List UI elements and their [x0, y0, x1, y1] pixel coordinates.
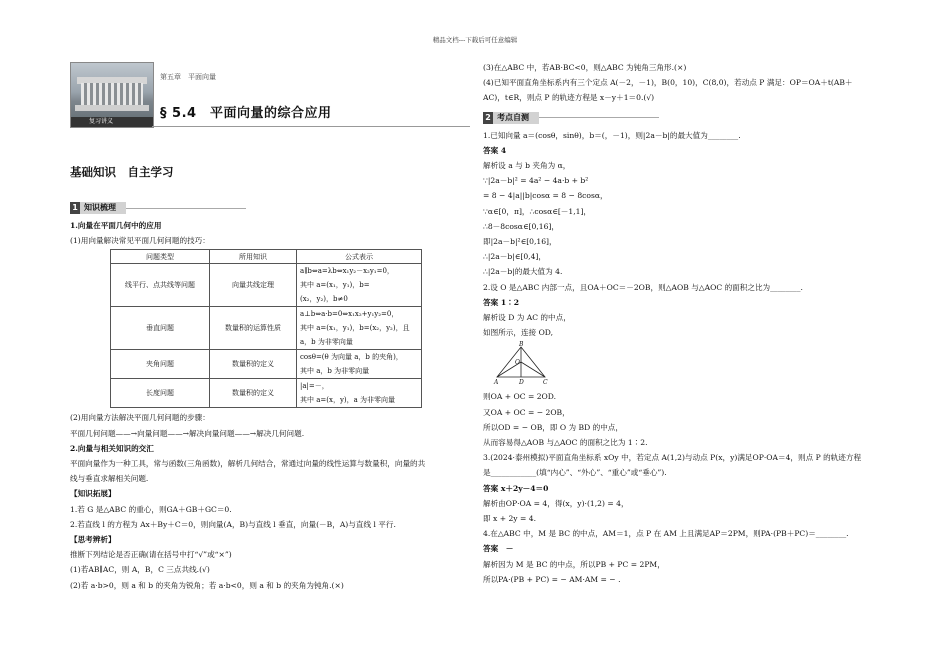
- subheading: 【知识拓展】: [70, 489, 116, 499]
- chapter-header: [70, 62, 470, 128]
- table-cell: 数量积的定义: [210, 379, 297, 408]
- question: 4.在△ABC 中，M 是 BC 的中点，AM＝1，点 P 在 AM 上且满足AP＝2PM，则PA·(PB＋PC)＝________.: [483, 529, 849, 539]
- table-cell: 向量共线定理: [210, 264, 297, 307]
- section-heading: § 5.4 平面向量的综合应用: [160, 106, 332, 121]
- solution-line: 解析设 D 为 AC 的中点，: [483, 313, 571, 323]
- table-cell: 垂直问题: [111, 307, 210, 350]
- right-column: [483, 63, 883, 587]
- solution-line: 从而容易得△AOB 与△AOC 的面积之比为 1∶2.: [483, 438, 648, 448]
- answer: 答案 4: [483, 145, 507, 155]
- table-header-row: [111, 250, 422, 264]
- subheading: 【思考辨析】: [70, 535, 116, 545]
- heading-2: 2.向量与相关知识的交汇: [70, 443, 154, 453]
- paragraph: 线与垂直求解相关问题.: [70, 474, 149, 484]
- formula-table: [110, 249, 422, 408]
- solution-line: 则OA + OC = 2OD.: [483, 392, 557, 402]
- bar-label: 知识梳理: [80, 202, 126, 214]
- question: 是____________(填“内心”、“外心”、“重心”或“垂心”).: [483, 468, 667, 478]
- solution-line: 如图所示，连接 OD,: [483, 328, 554, 338]
- table-cell: a∥b⇔a=λb⇔x₁y₂－x₂y₁=0， 其中 a=(x₁，y₁)，b= (x₂，y₂)，b≠0: [297, 264, 422, 307]
- paragraph: 2.若直线 l 的方程为 Ax＋By＋C＝0，则向量(A，B)与直线 l 垂直，向量(－B，A)与直线 l 平行.: [70, 519, 396, 529]
- solution-line: 解析由OP·OA = 4，得(x，y)·(1,2) = 4，: [483, 498, 629, 508]
- left-column: [70, 62, 470, 593]
- solution-line: 解析设 a 与 b 夹角为 α，: [483, 161, 571, 171]
- bar-number: 2: [483, 112, 493, 124]
- triangle-diagram: [491, 341, 551, 385]
- solution-line: ∵α∈[0，π]，∴cosα∈[－1,1]，: [483, 206, 592, 216]
- section-title: 基础知识 自主学习: [70, 165, 174, 179]
- solution-line: 所以OD = − OB，即 O 为 BD 的中点，: [483, 422, 623, 432]
- paragraph: (3)在△ABC 中，若AB·BC<0，则△ABC 为钝角三角形.(×): [483, 63, 687, 72]
- solution-line: 即 x + 2y = 4.: [483, 514, 537, 524]
- solution-line: 又OA + OC = − 2OB，: [483, 407, 570, 417]
- table-cell: 夹角问题: [111, 350, 210, 379]
- paragraph: 平面几何问题——→向量问题——→解决向量问题——→解决几何问题.: [70, 428, 305, 438]
- paragraph: 推断下列结论是否正确(请在括号中打“√”或“×”): [70, 550, 232, 560]
- table-row: [111, 379, 422, 408]
- table-row: [111, 264, 422, 307]
- solution-line: ∵|2a－b|² = 4a² − 4a·b + b²: [483, 176, 589, 186]
- table-header: 公式表示: [297, 250, 422, 264]
- table-cell: 长度问题: [111, 379, 210, 408]
- bar-label: 考点自测: [493, 112, 539, 124]
- question: 1.已知向量 a＝(cosθ，sinθ)，b＝(，－1)，则|2a－b|的最大值为________.: [483, 130, 741, 140]
- paragraph: 1.若 G 是△ABC 的重心，则GA＋GB＋GC＝0.: [70, 504, 232, 514]
- paragraph: (4)已知平面直角坐标系内有三个定点 A(－2，－1)，B(0，10)，C(8,0)，若动点 P 满足：OP＝OA＋t(AB＋: [483, 78, 853, 88]
- label-o: O: [515, 359, 520, 367]
- table-cell: a⊥b⇔a·b=0⇔x₁x₂+y₁y₂=0， 其中 a=(x₁，y₁)，b=(x₂，y₂)，且 a，b 为非零向量: [297, 307, 422, 350]
- question: 3.(2024·泰州模拟)平面直角坐标系 xOy 中，若定点 A(1,2)与动点 P(x，y)满足OP·OA＝4，则点 P 的轨迹方程: [483, 453, 862, 463]
- paragraph: 平面向量作为一种工具，常与函数(三角函数)，解析几何结合，常通过向量的线性运算与数量积，向量的共: [70, 459, 426, 469]
- solution-line: 即|2a－b|²∈[0,16]，: [483, 237, 557, 247]
- paragraph: AC)，t∈R，则点 P 的轨迹方程是 x－y＋1＝0.(√): [483, 93, 655, 103]
- photo-tag: 复习讲义: [71, 117, 153, 127]
- top-note: 精品文档---下载后可任意编辑: [432, 36, 518, 44]
- solution-line: 解析因为 M 是 BC 的中点，所以PB + PC = 2PM，: [483, 559, 665, 569]
- label-a: A: [494, 379, 499, 386]
- label-c: C: [543, 379, 548, 386]
- table-cell: 数量积的定义: [210, 350, 297, 379]
- paragraph: (2)若 a·b>0，则 a 和 b 的夹角为锐角；若 a·b<0，则 a 和 b 的夹角为钝角.(×): [70, 580, 344, 590]
- label-d: D: [519, 379, 524, 386]
- solution-line: ∴8－8cosα∈[0,16]，: [483, 221, 559, 231]
- self-test-bar: [483, 112, 883, 124]
- table-cell: 线平行、点共线等问题: [111, 264, 210, 307]
- solution-line: = 8 − 4|a||b|cosα = 8 − 8cosα，: [483, 191, 608, 201]
- table-header: 问题类型: [111, 250, 210, 264]
- bar-number: 1: [70, 202, 80, 214]
- knowledge-bar: [70, 202, 470, 214]
- table-cell: |a|=－， 其中 a=(x，y)，a 为非零向量: [297, 379, 422, 408]
- table-row: [111, 350, 422, 379]
- paragraph: (1)用向量解决常见平面几何问题的技巧：: [70, 236, 210, 246]
- answer: 答案 x＋2y－4＝0: [483, 483, 549, 493]
- chapter-photo: [70, 62, 154, 128]
- chapter-label: 第五章 平面向量: [160, 73, 216, 81]
- label-b: B: [519, 341, 524, 349]
- table-row: [111, 307, 422, 350]
- table-header: 所用知识: [210, 250, 297, 264]
- solution-line: ∴|2a－b|∈[0,4]，: [483, 252, 546, 262]
- segment-co: [521, 362, 545, 377]
- heading-1: 1.向量在平面几何中的应用: [70, 221, 162, 230]
- table-cell: cosθ=(θ 为向量 a，b 的夹角)， 其中 a，b 为非零向量: [297, 350, 422, 379]
- solution-line: ∴|2a－b|的最大值为 4.: [483, 267, 563, 277]
- answer: 答案 1∶2: [483, 297, 519, 307]
- solution-line: 所以PA·(PB + PC) = − AM·AM = − .: [483, 574, 621, 584]
- answer: 答案 －: [483, 544, 514, 554]
- header-rule: [152, 126, 470, 127]
- paragraph: (1)若AB∥AC，则 A，B，C 三点共线.(√): [70, 565, 210, 575]
- question: 2.设 O 是△ABC 内部一点，且OA＋OC＝－2OB，则△AOB 与△AOC 的面积之比为________.: [483, 282, 803, 292]
- table-cell: 数量积的运算性质: [210, 307, 297, 350]
- paragraph: (2)用向量方法解决平面几何问题的步骤：: [70, 413, 210, 423]
